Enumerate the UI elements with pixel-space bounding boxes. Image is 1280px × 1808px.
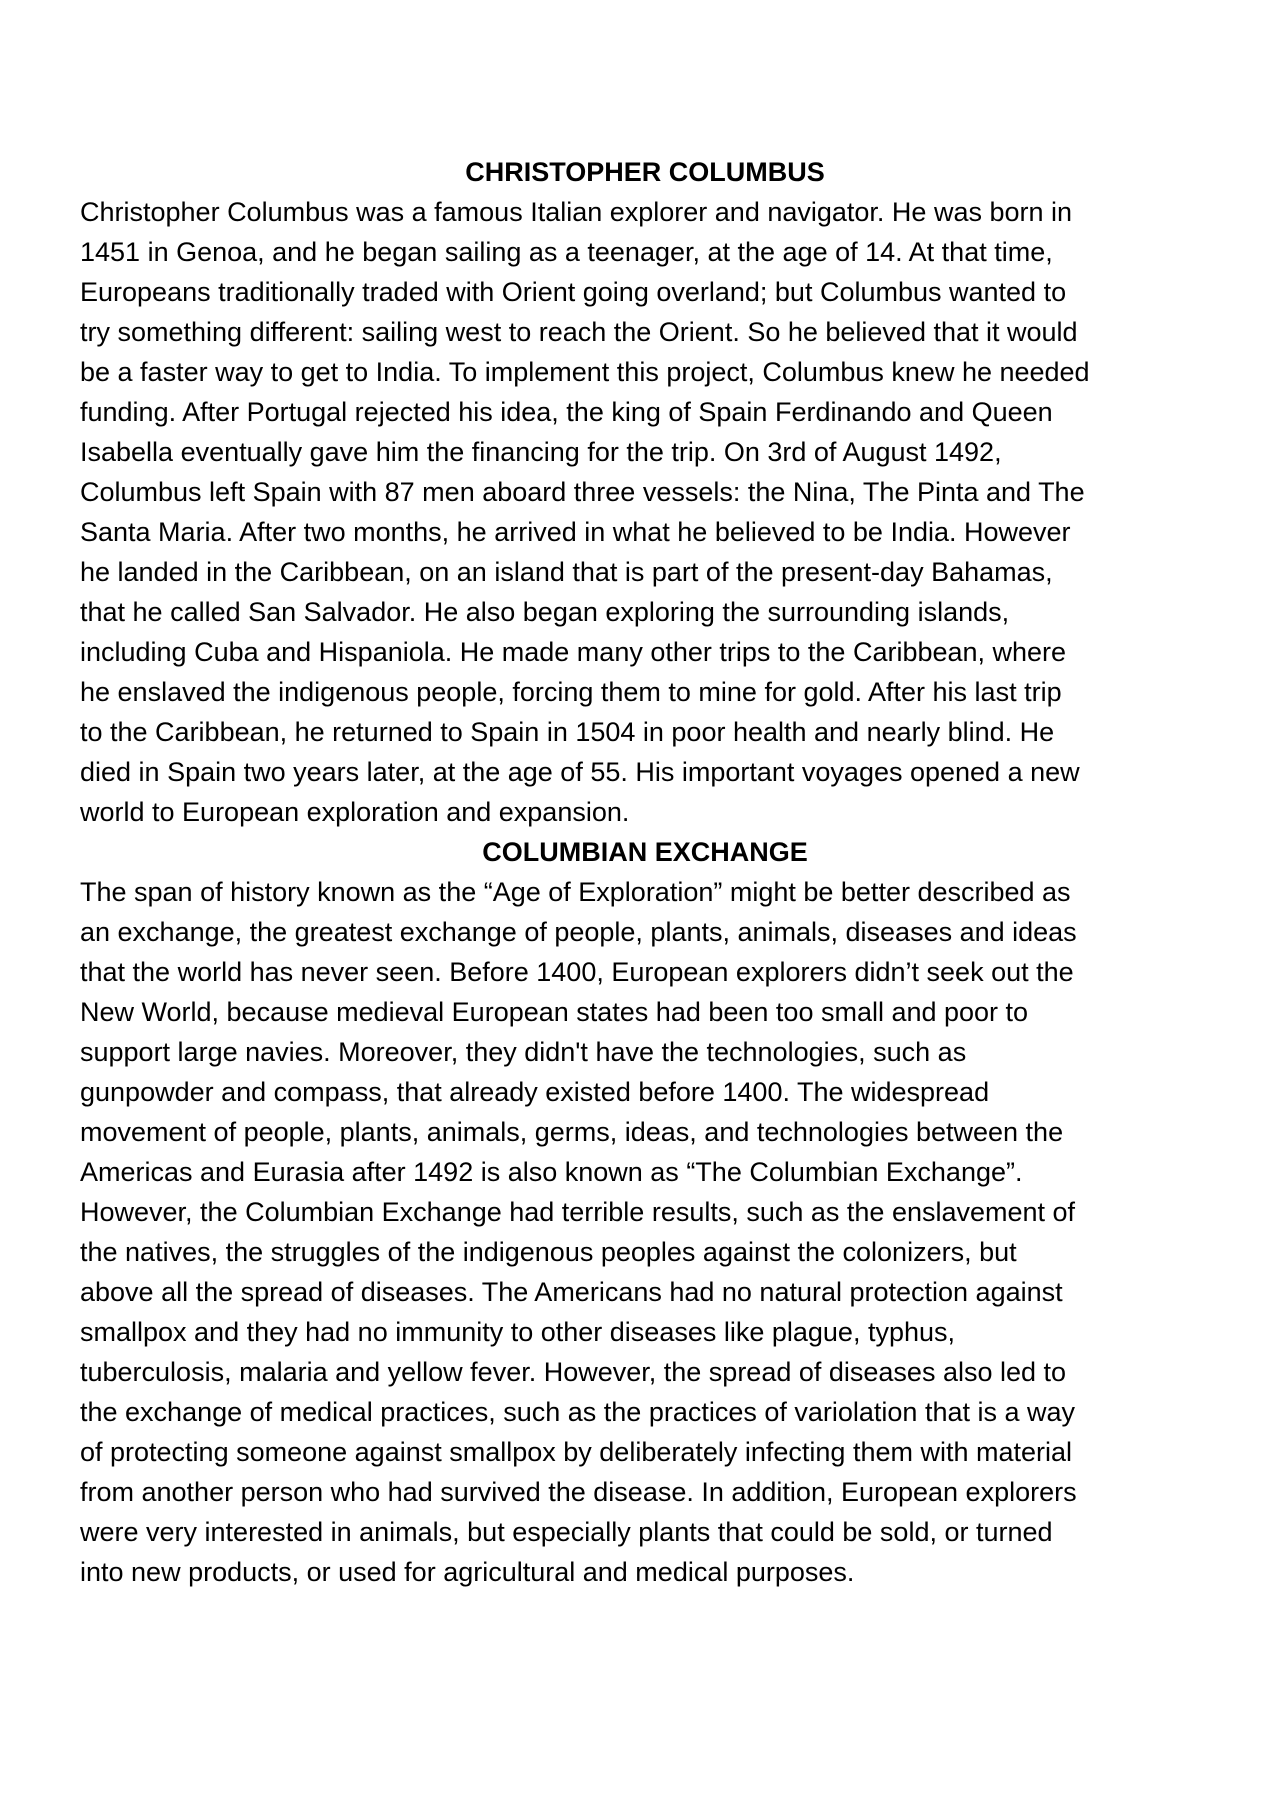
text-line: Columbus left Spain with 87 men aboard three vessels: the Nina, The Pinta and The [80, 477, 1085, 507]
text-line: Santa Maria. After two months, he arrived in what he believed to be India. However [80, 517, 1071, 547]
text-line: Christopher Columbus was a famous Italian explorer and navigator. He was born in [80, 197, 1073, 227]
text-line: funding. After Portugal rejected his idea, the king of Spain Ferdinando and Queen [80, 397, 1053, 427]
text-line: Americas and Eurasia after 1492 is also known as “The Columbian Exchange”. [80, 1157, 1023, 1187]
text-line: the exchange of medical practices, such as the practices of variolation that is a way [80, 1397, 1076, 1427]
text-line: to the Caribbean, he returned to Spain in 1504 in poor health and nearly blind. He [80, 717, 1055, 747]
text-line: The span of history known as the “Age of Exploration” might be better described as [80, 877, 1071, 907]
text-line: gunpowder and compass, that already existed before 1400. The widespread [80, 1077, 990, 1107]
text-line: tuberculosis, malaria and yellow fever. However, the spread of diseases also led to [80, 1357, 1067, 1387]
text-line: Isabella eventually gave him the financing for the trip. On 3rd of August 1492, [80, 437, 1002, 467]
text-line: an exchange, the greatest exchange of people, plants, animals, diseases and ideas [80, 917, 1077, 947]
paragraph-columbian-exchange [80, 872, 1210, 1592]
text-line: the natives, the struggles of the indigenous peoples against the colonizers, but [80, 1237, 1017, 1267]
text-line: were very interested in animals, but especially plants that could be sold, or turned [80, 1517, 1053, 1547]
text-line: into new products, or used for agricultural and medical purposes. [80, 1557, 855, 1587]
text-line: that the world has never seen. Before 1400, European explorers didn’t seek out the [80, 957, 1074, 987]
text-line: movement of people, plants, animals, germs, ideas, and technologies between the [80, 1117, 1064, 1147]
section-title-christopher-columbus: CHRISTOPHER COLUMBUS [465, 157, 825, 187]
text-line: smallpox and they had no immunity to other diseases like plague, typhus, [80, 1317, 955, 1347]
document-content [80, 152, 1210, 1592]
text-line: including Cuba and Hispaniola. He made many other trips to the Caribbean, where [80, 637, 1067, 667]
text-line: try something different: sailing west to reach the Orient. So he believed that it would [80, 317, 1078, 347]
text-line: Europeans traditionally traded with Orient going overland; but Columbus wanted to [80, 277, 1067, 307]
text-line: However, the Columbian Exchange had terrible results, such as the enslavement of [80, 1197, 1076, 1227]
text-line: he enslaved the indigenous people, forcing them to mine for gold. After his last trip [80, 677, 1062, 707]
paragraph-christopher-columbus [80, 192, 1210, 832]
text-line: support large navies. Moreover, they didn't have the technologies, such as [80, 1037, 967, 1067]
text-line: be a faster way to get to India. To implement this project, Columbus knew he needed [80, 357, 1090, 387]
text-line: world to European exploration and expansion. [80, 797, 630, 827]
text-line: above all the spread of diseases. The Americans had no natural protection against [80, 1277, 1063, 1307]
text-line: of protecting someone against smallpox by deliberately infecting them with material [80, 1437, 1073, 1467]
text-line: New World, because medieval European states had been too small and poor to [80, 997, 1029, 1027]
text-line: he landed in the Caribbean, on an island that is part of the present-day Bahamas, [80, 557, 1053, 587]
text-line: died in Spain two years later, at the age of 55. His important voyages opened a new [80, 757, 1080, 787]
text-line: from another person who had survived the disease. In addition, European explorers [80, 1477, 1077, 1507]
text-line: that he called San Salvador. He also began exploring the surrounding islands, [80, 597, 1010, 627]
section-title-columbian-exchange: COLUMBIAN EXCHANGE [482, 837, 808, 867]
text-line: 1451 in Genoa, and he began sailing as a teenager, at the age of 14. At that time, [80, 237, 1053, 267]
